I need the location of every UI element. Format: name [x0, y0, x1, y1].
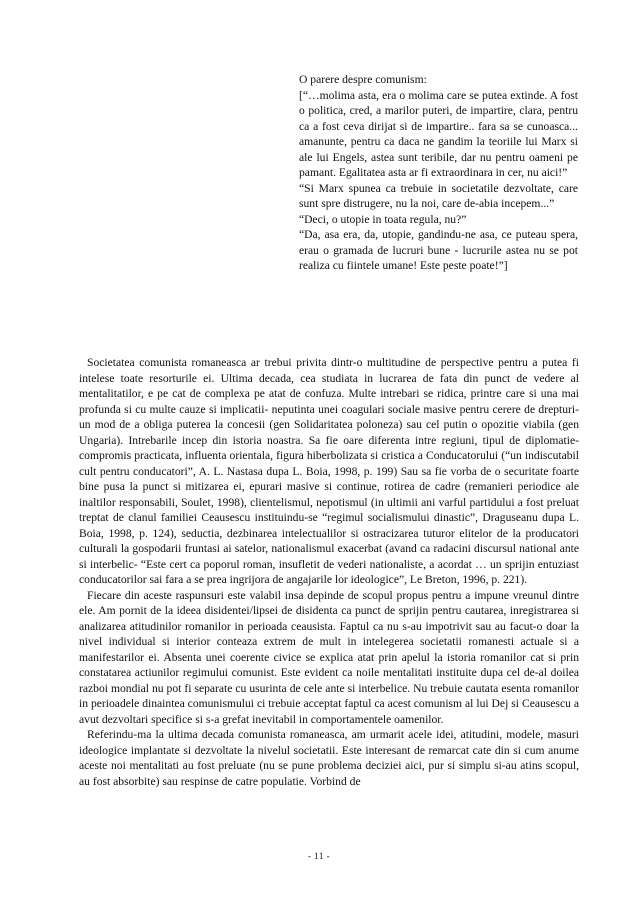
body-paragraph: Fiecare din aceste raspunsuri este valabil insa depinde de scopul propus pentru a impune vreunul dintre ele. Am pornit de la ideea disidentei/lipsei de disidenta ca punct de sprijin pentru cautarea, inregistrarea si analizarea atitudinilor romanilor in perioada ceausista. Faptul ca nu s-au impotrivit sau au facut-o doar la nivel individual si interior conteaza extrem de mult in intelegerea societatii romanesti actuale si a manifestarilor ei. Absenta unei coerente civice se explica atat prin apelul la istoria romanilor cat si prin constatarea actiunilor regimului comunist. Este evident ca noile mentalitati instituite dupa cel de-al doilea razboi mondial nu pot fi separate cu usurinta de cele ante si interbelice. Nu trebuie cautata esenta romanilor in perioadele dinaintea comunismului ci trebuie acceptat faptul ca acest comunism al lui Dej si Ceausescu a avut dezvoltari specifice si s-a grefat inevitabil in comportamentele oamenilor. [79, 588, 579, 726]
epigraph-quote-block [299, 72, 578, 274]
epigraph-paragraph: “Deci, o utopie in toata regula, nu?” [299, 212, 467, 226]
epigraph-paragraph: “Da, asa era, da, utopie, gandindu-ne asa, ce puteau spera, erau o gramada de lucruri bune - lucrurile astea nu se pot realiza cu fiintele umane! Este peste poate!”] [299, 228, 578, 272]
epigraph-paragraph: “Si Marx spunea ca trebuie in societatile dezvoltate, care sunt spre distrugere, nu la noi, care de-abia incepem...” [299, 181, 578, 210]
epigraph-title: O parere despre comunism: [299, 73, 427, 86]
body-paragraph: Referindu-ma la ultima decada comunista romaneasca, am urmarit acele idei, atitudini, modele, masuri ideologice implantate si dezvoltate la nivelul societatii. Este interesant de remarcat cate din si cum anume aceste noi mentalitati au fost preluate (nu se pune problema deciziei aici, pur si simplu si-au atins scopul, au fost absorbite) sau respinse de catre populatie. Vorbind de [79, 728, 579, 788]
body-text [79, 355, 579, 789]
body-paragraph: Societatea comunista romaneasca ar trebui privita dintr-o multitudine de perspective pentru a putea fi intelese toate resorturile ei. Ultima decada, cea studiata in lucrarea de fata din punct de vedere al mentalitatilor, e pe cat de complexa pe atat de confuza. Multe intrebari se ridica, printre care si una mai profunda si cu multe cauze si implicatii- neputinta unei coagulari sociale masive pentru cerere de drepturi- un mod de a obliga puterea la concesii (gen Solidaritatea poloneza) sau cel putin o opozitie viabila (gen Ungaria). Intrebarile incep din istoria noastra. Sa fie oare diferenta intre regiuni, tipul de diplomatie-compromis practicata, influenta orientala, figura hiberbolizata si cristica a Conducatorului (“un indiscutabil cult pentru conducatori”, A. L. Nastasa dupa L. Boia, 1998, p. 199) Sau sa fie vorba de o securitate foarte bine pusa la punct si mitizarea ei, epurari masive si continue, rotirea de cadre (remanieri periodice ale inaltilor responsabili, Soulet, 1998), clientelismul, nepotismul (in ultimii ani varful partidului a fost preluat treptat de clanul familiei Ceausescu instituindu-se “regimul socialismului dinastic”, Draguseanu dupa L. Boia, 1998, p. 124), seductia, dezbinarea intelectualilor si ostracizarea tuturor elitelor de la producatori culturali la gospodarii fruntasi ai satelor, nationalismul exacerbat (avand ca radacini discursul national ante si interbelic- “Este cert ca poporul roman, insufletit de vederi nationaliste, a acordat … un sprijin entuziast conducatorilor sai fara a se prea ingrijora de angajarile lor ideologice”, Le Breton, 1996, p. 221). [79, 356, 579, 586]
epigraph-paragraph: [“…molima asta, era o molima care se putea extinde. A fost o politica, cred, a marilor puteri, de impartire, clara, pentru ca a fost ceva dirijat si de impartire.. fara sa se cunoasca... amanunte, pentru ca daca ne gandim la teoriile lui Marx si ale lui Engels, astea sunt teribile, dar nu pentru oameni pe pamant. Egalitatea asta ar fi extraordinara in cer, nu aici!” [299, 88, 578, 179]
page-number: - 11 - [307, 851, 331, 861]
